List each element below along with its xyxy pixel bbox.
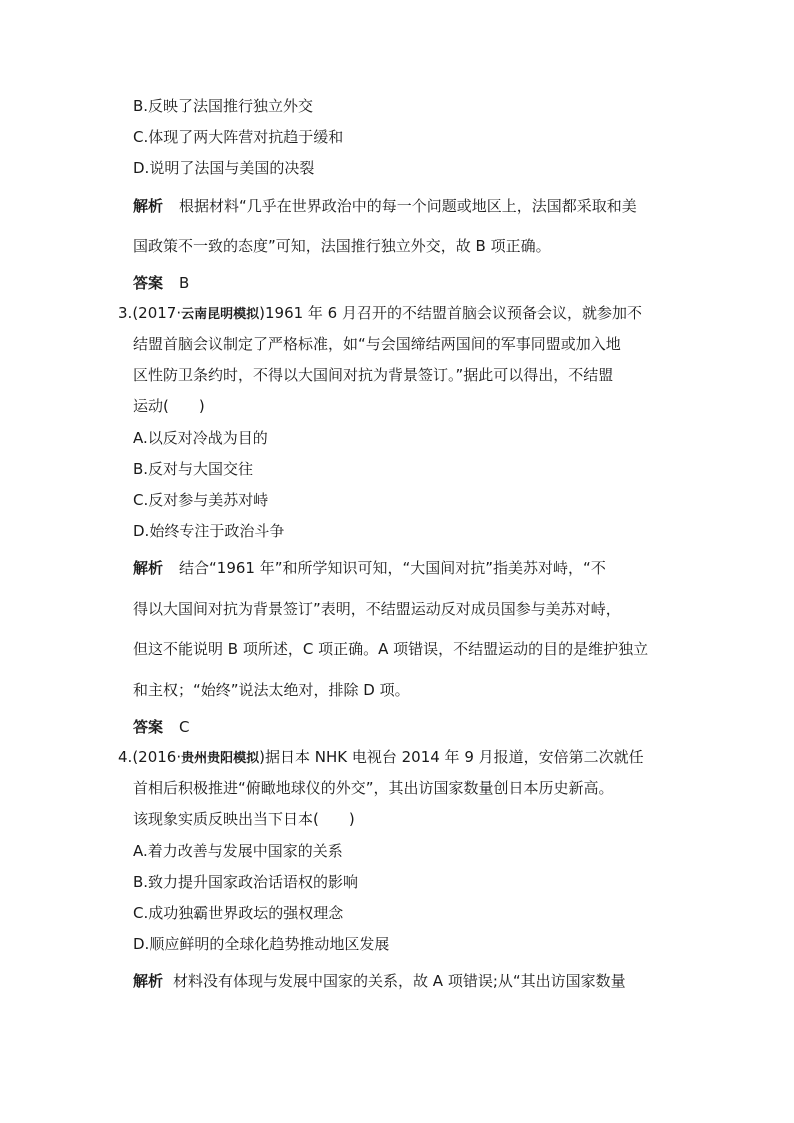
analysis-text: 材料没有体现与发展中国家的关系，故 A 项错误;从“其出访国家数量 (173, 972, 626, 990)
answer-value: B (179, 274, 190, 292)
analysis-row (133, 971, 626, 991)
analysis-text: 但这不能说明 B 项所述，C 项正确。A 项错误，不结盟运动的目的是维护独立 (133, 640, 649, 658)
option-b: B.致力提升国家政治话语权的影响 (133, 873, 359, 891)
analysis-text: 和主权；“始终”说法太绝对，排除 D 项。 (133, 681, 410, 699)
option-d: D.始终专注于政治斗争 (133, 522, 285, 540)
option-b: B.反映了法国推行独立外交 (133, 97, 314, 115)
question-stem-text: )1961 年 6 月召开的不结盟首脑会议预备会议，就参加不 (259, 304, 643, 322)
analysis-text: 根据材料“几乎在世界政治中的每一个问题或地区上，法国都采取和美 (179, 197, 637, 215)
question-source-open: (2017· (132, 304, 182, 322)
option-c: C.反对参与美苏对峙 (133, 491, 269, 509)
answer-row (133, 273, 189, 293)
question-number: 3. (118, 304, 133, 322)
question-stem-text: 该现象实质反映出当下日本( ) (133, 810, 355, 828)
question-stem-text: 区性防卫条约时，不得以大国间对抗为背景签订。”据此可以得出，不结盟 (133, 366, 614, 384)
question-stem-text: 首相后积极推进“俯瞰地球仪的外交”，其出访国家数量创日本历史新高。 (133, 779, 614, 797)
analysis-label: 解析 (133, 197, 164, 215)
analysis-text: 结合“1961 年”和所学知识可知，“大国间对抗”指美苏对峙，“不 (179, 559, 606, 577)
question-stem-text: 结盟首脑会议制定了严格标准，如“与会国缔结两国间的军事同盟或加入地 (133, 335, 621, 353)
option-d: D.说明了法国与美国的决裂 (133, 159, 315, 177)
analysis-label: 解析 (133, 559, 164, 577)
analysis-text: 得以大国间对抗为背景签订”表明，不结盟运动反对成员国参与美苏对峙， (133, 600, 621, 618)
option-c: C.体现了两大阵营对抗趋于缓和 (133, 128, 344, 146)
question-stem-text: 运动( ) (133, 397, 205, 415)
analysis-row (133, 196, 637, 216)
answer-row (133, 717, 190, 737)
answer-label: 答案 (133, 274, 164, 292)
question-source: 贵州贵阳模拟 (181, 751, 260, 766)
answer-label: 答案 (133, 718, 164, 736)
analysis-label: 解析 (133, 972, 164, 990)
option-a: A.以反对冷战为目的 (133, 429, 268, 447)
option-d: D.顺应鲜明的全球化趋势推动地区发展 (133, 935, 390, 953)
question-source-open: (2016· (132, 748, 182, 766)
question-number: 4. (118, 748, 133, 766)
option-a: A.着力改善与发展中国家的关系 (133, 842, 343, 860)
question-stem (118, 747, 644, 769)
analysis-text: 国政策不一致的态度”可知，法国推行独立外交，故 B 项正确。 (133, 237, 551, 255)
question-stem-text: )据日本 NHK 电视台 2014 年 9 月报道，安倍第二次就任 (259, 748, 644, 766)
question-source: 云南昆明模拟 (181, 307, 260, 322)
option-b: B.反对与大国交往 (133, 460, 254, 478)
option-c: C.成功独霸世界政坛的强权理念 (133, 904, 344, 922)
analysis-row (133, 558, 606, 578)
question-stem (118, 303, 642, 325)
answer-value: C (179, 718, 190, 736)
